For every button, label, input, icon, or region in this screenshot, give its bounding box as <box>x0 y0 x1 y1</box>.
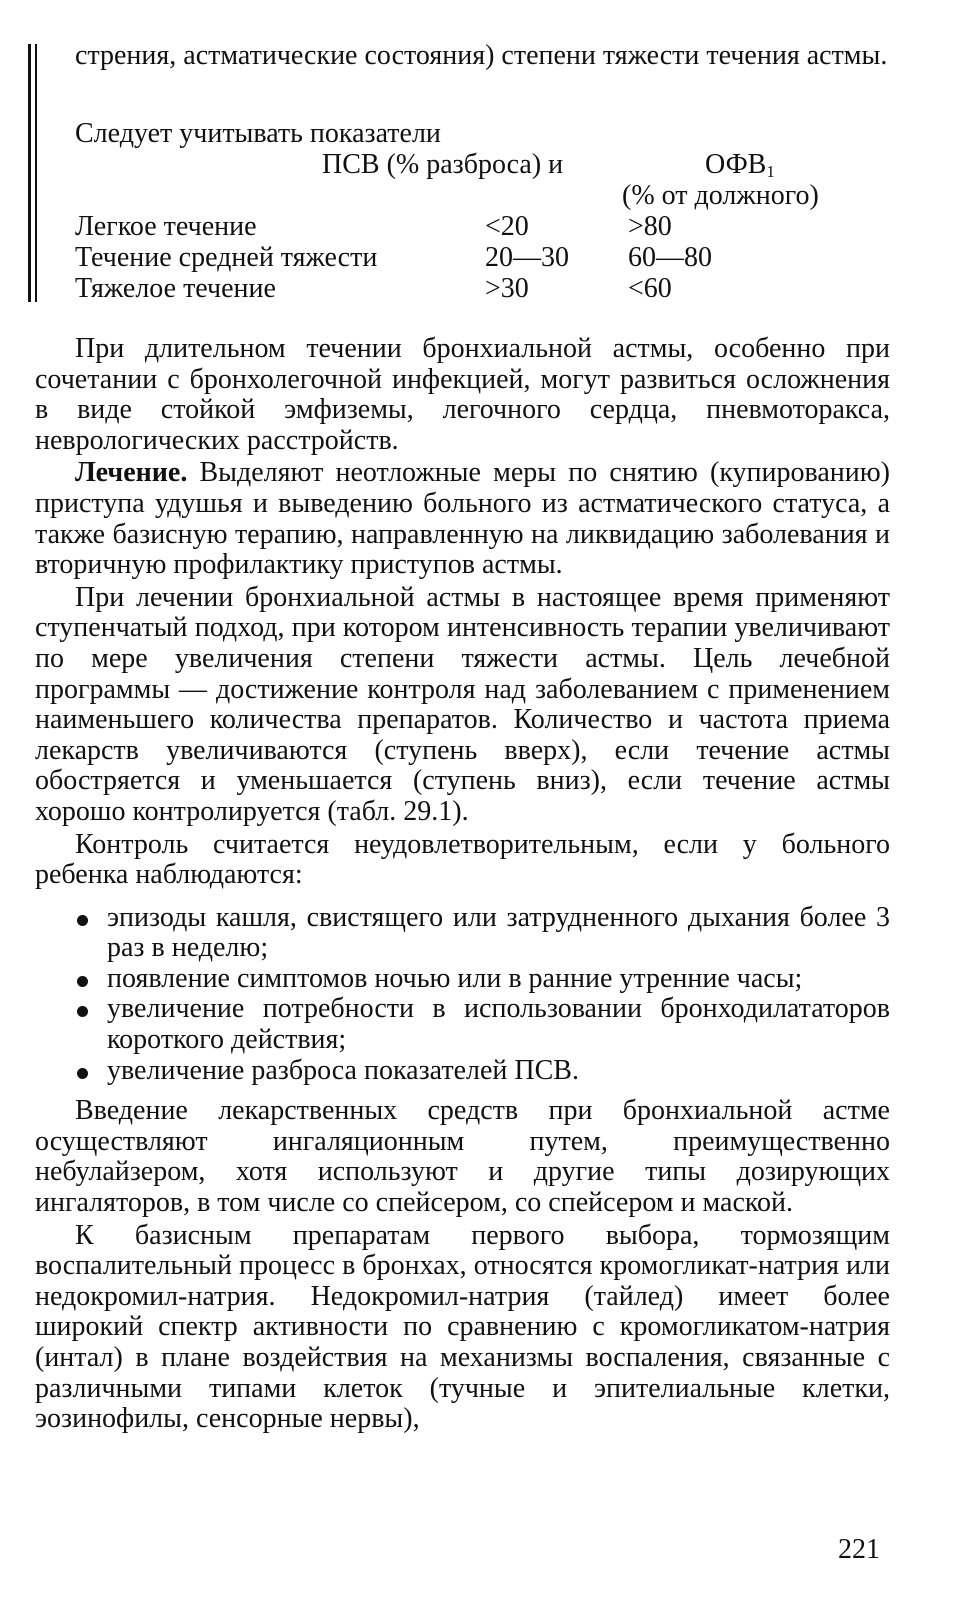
metrics-header-row <box>75 149 890 180</box>
paragraph-basic-drugs: К базисным препаратам первого выбора, тормозящим воспалительный процесс в бронхах, относятся кромогликат-натрия или недокромил-натрия. Недокромил-натрия (тайлед) имеет более широкий спектр активности по сравнению с кромогликатом-натрия (интал) в плане воздействия на механизмы воспаления, связанные с различными типами клеток (тучные и эпителиальные клетки, эозинофилы, сенсорные нервы), <box>35 1219 890 1435</box>
bullet-icon <box>77 976 88 987</box>
metrics-row-moderate <box>75 242 890 273</box>
row-psv: 20—30 <box>485 242 569 273</box>
row-label: Тяжелое течение <box>75 273 276 304</box>
row-psv: <20 <box>485 211 529 242</box>
page-number: 221 <box>838 1534 880 1565</box>
row-ofv: 60—80 <box>628 242 712 273</box>
treatment-heading: Лечение. <box>75 457 188 489</box>
box-border-line-outer <box>28 44 31 302</box>
indicators-line-row <box>75 118 890 149</box>
list-item-text: увеличение разброса показателей ПСВ. <box>107 1054 579 1086</box>
paragraph-control: Контроль считается неудовлетворительным, если у больного ребенка наблюдаются: <box>35 828 890 891</box>
paragraph-treatment <box>35 458 890 580</box>
ofv-note: (% от должного) <box>622 180 819 211</box>
control-criteria-list <box>35 903 890 1087</box>
list-item-text: появление симптомов ночью или в ранние утренние часы; <box>107 962 803 994</box>
box-intro-text: стрения, астматические состояния) степени тяжести течения астмы. <box>75 40 888 71</box>
bullet-icon <box>77 1068 88 1079</box>
row-psv: >30 <box>485 273 529 304</box>
list-item <box>35 994 890 1055</box>
paragraph-stepwise: При лечении бронхиальной астмы в настоящее время применяют ступенчатый подход, при котором интенсивность терапии увеличивают по мере увеличения степени тяжести астмы. Цель лечебной программы — достижение контроля над заболеванием с применением наименьшего количества препаратов. Количество и частота приема лекарств увеличиваются (ступень вверх), если течение астмы обостряется и уменьшается (ступень вниз), если течение астмы хорошо контролируется (табл. 29.1). <box>35 581 890 827</box>
row-ofv: <60 <box>628 273 672 304</box>
metrics-row-mild <box>75 211 890 242</box>
metrics-row-severe <box>75 273 890 304</box>
paragraph-inhalation: Введение лекарственных средств при бронхиальной астме осуществляют ингаляционным путем, преимущественно небулайзером, хотя используют и другие типы дозирующих ингаляторов, в том числе со спейсером, со спейсером и маской. <box>35 1095 890 1219</box>
row-label: Легкое течение <box>75 211 257 242</box>
ofv-header-subscript: 1 <box>766 162 775 181</box>
row-ofv: >80 <box>628 211 672 242</box>
treatment-text: Выделяют неотложные меры по снятию (купированию) приступа удушья и выведению больного из астматического статуса, а также базисную терапию, направленную на ликвидацию заболевания и вторичную профилактику приступов астмы. <box>35 457 890 581</box>
severity-metrics <box>75 118 890 304</box>
main-text <box>35 334 890 1435</box>
box-border-line-inner <box>35 44 37 302</box>
metrics-header-note-row <box>75 180 890 211</box>
ofv-header-text: ОФВ <box>705 149 767 180</box>
bullet-icon <box>77 1006 88 1017</box>
indicators-line: Следует учитывать показатели <box>75 118 441 149</box>
list-item <box>35 1056 890 1087</box>
bullet-icon <box>77 915 88 926</box>
list-item-text: эпизоды кашля, свистящего или затрудненного дыхания более 3 раз в неделю; <box>107 901 890 964</box>
list-item <box>35 964 890 995</box>
list-item <box>35 903 890 964</box>
box-intro <box>75 40 890 71</box>
row-label: Течение средней тяжести <box>75 242 378 273</box>
sidebar-box-border <box>28 44 42 302</box>
paragraph-complications: При длительном течении бронхиальной астмы, особенно при сочетании с бронхолегочной инфекцией, могут развиться осложнения в виде стойкой эмфиземы, легочного сердца, пневмоторакса, неврологических расстройств. <box>35 333 890 456</box>
psv-header: ПСВ (% разброса) и <box>322 149 564 180</box>
list-item-text: увеличение потребности в использовании бронходилататоров короткого действия; <box>107 993 890 1056</box>
